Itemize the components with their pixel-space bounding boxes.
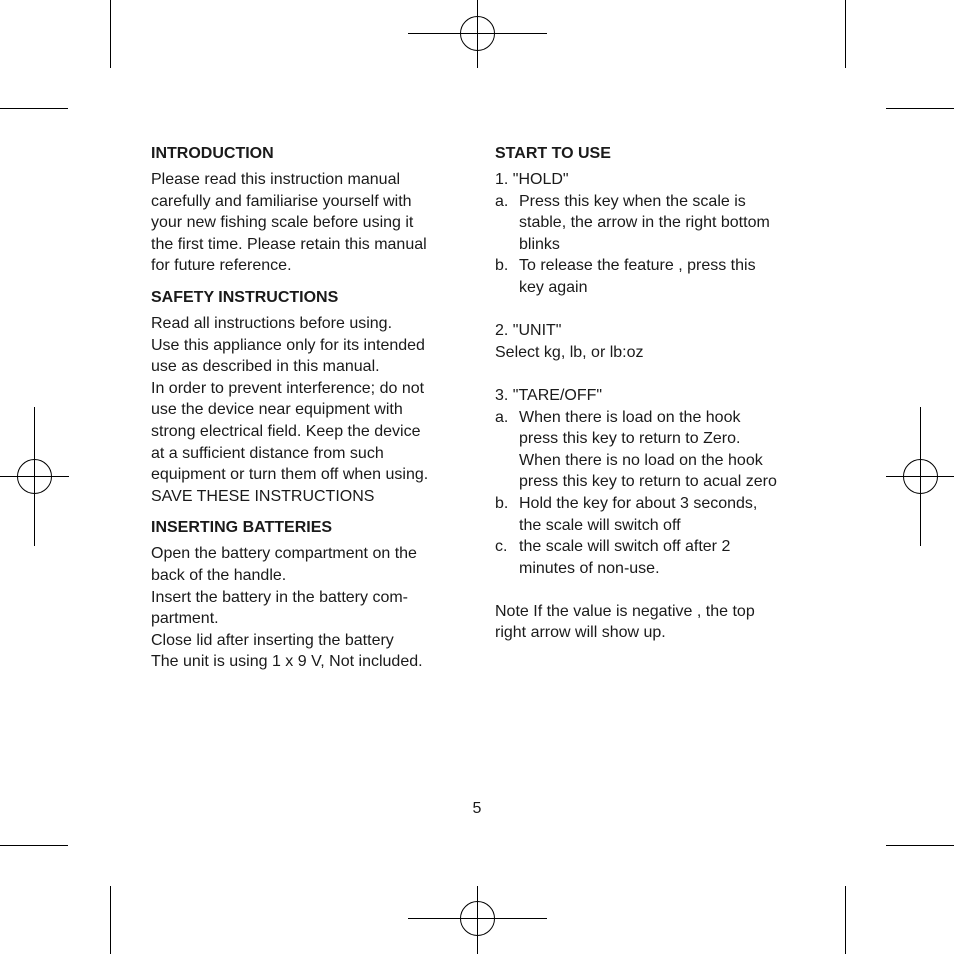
item-marker: a. — [495, 192, 509, 210]
registration-mark-left — [0, 407, 69, 546]
text-line: In order to prevent interference; do not — [151, 379, 425, 397]
tare-item-b — [495, 493, 815, 536]
unit-title: 2. "UNIT" — [495, 322, 562, 340]
tare-item-c — [495, 536, 815, 579]
note-section — [495, 601, 815, 644]
introduction-text — [151, 169, 471, 277]
text-line: use as described in this manual. — [151, 358, 380, 376]
tare-section — [495, 385, 815, 579]
unit-text: Select kg, lb, or lb:oz — [495, 343, 644, 361]
tare-title: 3. "TARE/OFF" — [495, 386, 603, 404]
introduction-heading: INTRODUCTION — [151, 145, 274, 162]
registration-mark-right — [886, 407, 954, 546]
item-marker: a. — [495, 408, 509, 426]
text-line: the first time. Please retain this manual — [151, 235, 427, 253]
text-line: Press this key when the scale is — [519, 192, 746, 210]
right-column — [495, 143, 815, 644]
text-line: minutes of non-use. — [519, 559, 660, 577]
introduction-section — [151, 143, 471, 277]
batteries-heading: INSERTING BATTERIES — [151, 519, 333, 537]
text-line: press this key to return to acual zero — [519, 473, 777, 491]
batteries-section — [151, 517, 471, 673]
text-line: back of the handle. — [151, 566, 287, 584]
text-line: your new fishing scale before using it — [151, 214, 414, 232]
hold-item-a — [495, 191, 815, 256]
text-line: blinks — [519, 235, 560, 253]
text-line: stable, the arrow in the right bottom — [519, 214, 770, 232]
text-line: right arrow will show up. — [495, 624, 666, 642]
text-line: When there is load on the hook — [519, 408, 741, 426]
item-marker: b. — [495, 257, 509, 275]
hold-title: 1. "HOLD" — [495, 171, 569, 188]
text-line: at a sufficient distance from such — [151, 444, 384, 462]
left-column — [151, 143, 471, 673]
hold-item-b — [495, 255, 815, 298]
text-line: The unit is using 1 x 9 V, Not included. — [151, 653, 423, 671]
text-line: partment. — [151, 610, 219, 628]
text-line: key again — [519, 278, 588, 296]
text-line: Note If the value is negative , the top — [495, 602, 755, 620]
text-line: Close lid after inserting the battery — [151, 631, 394, 649]
safety-section — [151, 287, 471, 507]
text-line: SAVE THESE INSTRUCTIONS — [151, 487, 375, 505]
unit-section — [495, 320, 815, 363]
text-line: carefully and familiarise yourself with — [151, 192, 412, 210]
page-number: 5 — [472, 800, 482, 817]
safety-heading: SAFETY INSTRUCTIONS — [151, 288, 339, 306]
registration-mark-bottom — [408, 886, 547, 954]
text-line: press this key to return to Zero. — [519, 430, 741, 448]
safety-text — [151, 313, 471, 507]
start-to-use-heading: START TO USE — [495, 145, 611, 162]
text-line: When there is no load on the hook — [519, 451, 763, 469]
text-line: To release the feature , press this — [519, 257, 756, 275]
text-line: for future reference. — [151, 257, 292, 275]
hold-section — [495, 169, 815, 299]
text-line: strong electrical field. Keep the device — [151, 422, 421, 440]
text-line: use the device near equipment with — [151, 401, 403, 419]
text-line: Please read this instruction manual — [151, 171, 401, 188]
item-marker: b. — [495, 494, 509, 512]
text-line: Insert the battery in the battery com- — [151, 588, 409, 606]
registration-mark-top — [408, 0, 547, 68]
text-line: Read all instructions before using. — [151, 314, 393, 332]
text-line: Hold the key for about 3 seconds, — [519, 494, 758, 512]
text-line: Open the battery compartment on the — [151, 545, 417, 563]
text-line: the scale will switch off — [519, 516, 681, 534]
item-marker: c. — [495, 538, 508, 556]
tare-item-a — [495, 407, 815, 493]
text-line: Use this appliance only for its intended — [151, 336, 425, 354]
batteries-text — [151, 543, 471, 673]
text-line: equipment or turn them off when using. — [151, 466, 429, 484]
text-line: the scale will switch off after 2 — [519, 538, 731, 556]
